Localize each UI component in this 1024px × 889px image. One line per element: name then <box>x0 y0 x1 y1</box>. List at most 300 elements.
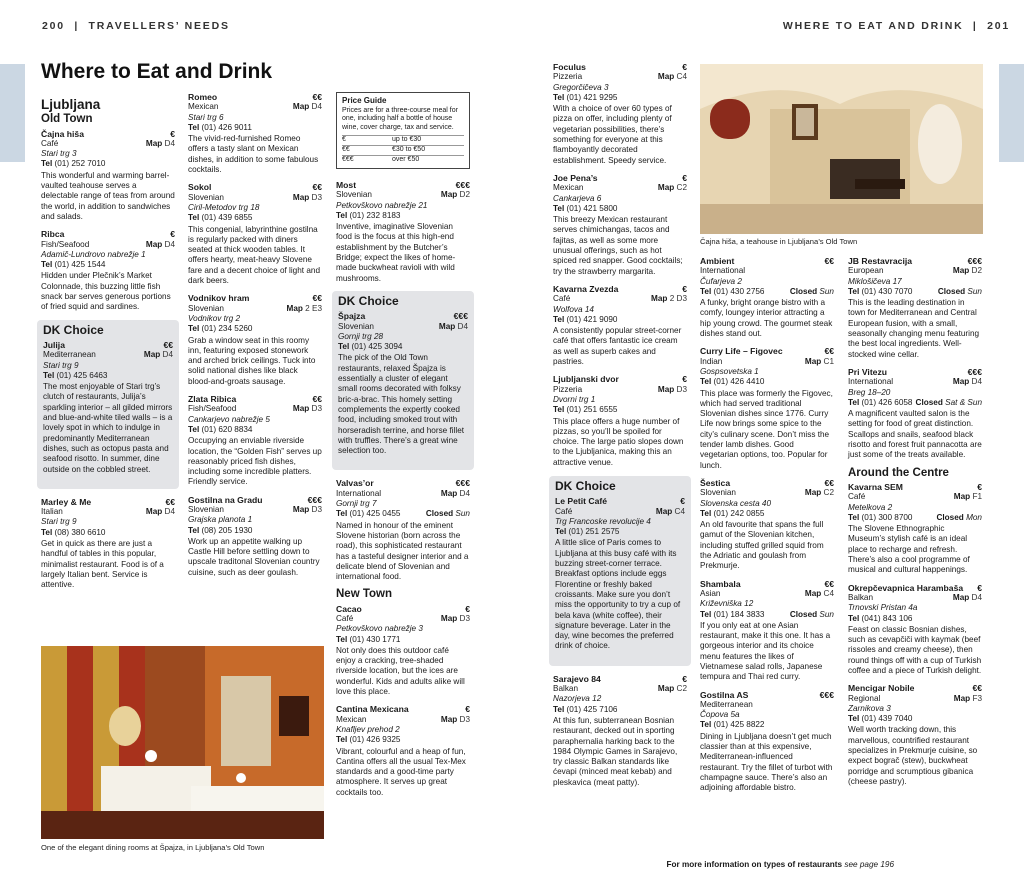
telephone-row <box>700 377 834 387</box>
closed-value: Sun <box>819 286 834 296</box>
tel-number: (01) 251 6555 <box>566 405 618 415</box>
telephone <box>338 342 402 352</box>
restaurant-entry <box>338 311 468 456</box>
telephone-row <box>188 526 322 536</box>
price-guide <box>336 92 470 169</box>
restaurant-description: Dining in Ljubljana doesn’t get much classier than at this expensive, Mediterranean-influenced restaurant. Try the fillet of turbot with champagne sauce. There’s also an adjoining affordable bistro. <box>700 731 833 793</box>
tel-number: (01) 425 0455 <box>349 509 401 519</box>
map-grid: D3 <box>459 714 470 724</box>
restaurant-name-row <box>41 497 175 507</box>
telephone-row <box>41 159 175 169</box>
footer-page-ref: see page 196 <box>844 860 894 869</box>
map-grid: D3 <box>676 384 687 394</box>
restaurant-name-row <box>848 683 982 693</box>
restaurant-name-row <box>700 690 834 700</box>
map-reference: Map C4 <box>655 506 685 516</box>
restaurant-description: Grab a window seat in this roomy inn, featuring exposed stonework and arched brick ceilings. Tuck into solid national dishes like black blood-and-groats sausage. <box>188 335 316 386</box>
tel-label: Tel <box>553 203 567 213</box>
price-band: € <box>682 374 687 385</box>
map-grid: D4 <box>164 138 175 148</box>
restaurant-name: Sokol <box>188 182 212 193</box>
dk-choice-entry <box>43 340 173 475</box>
map-grid: D2 <box>971 266 982 276</box>
restaurant-name-row <box>848 583 982 593</box>
cuisine-type: Pizzeria <box>553 72 583 82</box>
telephone-row <box>700 509 834 519</box>
tel-label: Tel <box>700 508 714 518</box>
tel-label: Tel <box>848 714 862 724</box>
telephone <box>41 528 105 538</box>
entry-list <box>41 497 175 591</box>
tel-label: Tel <box>553 704 567 714</box>
restaurant-entry <box>43 340 173 475</box>
map-grid: 2 D3 <box>669 294 687 304</box>
cuisine-type: Fish/Seafood <box>41 239 90 249</box>
restaurant-address: Čopova 5a <box>700 710 740 720</box>
cuisine-map-row <box>700 266 834 276</box>
restaurant-description: Vibrant, colourful and a heap of fun, Cantina offers all the usual Tex-Mex standards and a good-time party atmosphere. It serves up great cocktails too. <box>336 746 466 797</box>
telephone-row <box>336 735 470 745</box>
cuisine-map-row <box>848 492 982 502</box>
restaurant-name: Shambala <box>700 578 741 589</box>
price-band: € <box>682 172 687 183</box>
restaurant-address: Gornji trg 7 <box>336 499 377 509</box>
restaurant-address: Petkovškovo nabrežje 3 <box>336 624 423 634</box>
restaurant-name-row <box>553 62 687 72</box>
price-band: €€ <box>824 346 834 357</box>
restaurant-name: JB Restavracija <box>848 256 913 266</box>
cuisine-type: Regional <box>848 693 881 703</box>
cuisine-map-row <box>188 404 322 414</box>
closed-days <box>916 398 982 408</box>
telephone <box>336 735 400 745</box>
area-heading-around-centre: Around the Centre <box>848 466 949 479</box>
telephone-row <box>41 528 175 538</box>
restaurant-name-row <box>553 284 687 294</box>
price-band: €€€ <box>455 478 470 489</box>
cuisine-type: International <box>848 377 894 387</box>
dk-choice-box <box>332 291 474 470</box>
cuisine-map-row <box>41 240 175 250</box>
telephone <box>555 527 619 537</box>
entry-list <box>848 256 982 461</box>
restaurant-address: Gregorčičeva 3 <box>553 82 609 92</box>
map-reference: Map D4 <box>145 138 175 148</box>
restaurant-address: Križevniška 12 <box>700 599 754 609</box>
closed-label: Closed <box>789 609 820 619</box>
entry-list <box>553 62 687 468</box>
photo-cajna-hisa <box>700 64 983 234</box>
tel-number: (01) 234 5260 <box>201 324 253 334</box>
restaurant-entry <box>700 256 834 339</box>
city-heading: Ljubljana <box>41 97 101 112</box>
map-reference: Map D3 <box>440 613 470 623</box>
map-grid: C2 <box>676 684 687 694</box>
restaurant-name-row <box>188 495 322 505</box>
cuisine-map-row <box>700 357 834 367</box>
restaurant-name: Cantina Mexicana <box>336 704 409 715</box>
area-heading-old-town: Old Town <box>41 113 93 126</box>
telephone-row <box>848 287 982 297</box>
restaurant-address: Trnovski Pristan 4a <box>848 603 918 613</box>
restaurant-entry <box>188 182 322 286</box>
tel-label: Tel <box>336 210 350 220</box>
price-symbol: € <box>342 136 346 144</box>
price-guide-row <box>342 145 464 155</box>
cuisine-type: Slovenian <box>188 303 224 313</box>
telephone-row <box>700 287 834 297</box>
cuisine-map-row <box>848 694 982 704</box>
price-band: € <box>170 128 175 139</box>
restaurant-description: Named in honour of the eminent Slovene historian (born across the road), this sophisticated restaurant has a tasteful designer interior and a delicate blend of Slovenian and international food. <box>336 520 469 582</box>
map-reference: Map C2 <box>657 684 687 694</box>
restaurant-name-row <box>555 496 685 506</box>
cuisine-type: Italian <box>41 507 63 517</box>
map-grid: D4 <box>164 239 175 249</box>
price-band: €€€ <box>967 366 982 377</box>
dk-choice-entry <box>555 496 685 651</box>
tel-number: (01) 421 5800 <box>566 203 618 213</box>
cuisine-type: Café <box>336 613 354 623</box>
tel-number: (01) 439 6855 <box>201 213 253 223</box>
map-reference: Map D4 <box>952 377 982 387</box>
closed-label: Closed <box>425 509 456 519</box>
restaurant-description: Occupying an enviable riverside location, the “Golden Fish” serves up reasonably priced fish dishes, including some incredible platters. Friendly service. <box>188 436 322 487</box>
restaurant-entry <box>553 62 687 166</box>
restaurant-entry <box>848 482 982 576</box>
map-grid: D3 <box>311 192 322 202</box>
map-grid: D4 <box>971 592 982 602</box>
tel-number: (01) 430 7070 <box>861 286 913 296</box>
restaurant-description: Well worth tracking down, this marvellous, countrified restaurant specializes in Prekmurje cuisine, so expect bograč (stew), buckwheat porridge and scrumptious gibanica (cheese pastry). <box>848 725 978 786</box>
price-band: €€€ <box>819 689 834 700</box>
tel-label: Tel <box>188 213 202 223</box>
restaurant-name: Šestica <box>700 477 731 488</box>
restaurant-entry <box>41 229 175 312</box>
restaurant-description: The pick of the Old Town restaurants, relaxed Špajza is essentially a cluster of elegant small rooms decorated with folksy bric-a-brac. This homely setting complements the expertly cooked food, including smoked trout with horseradish terrine, and horse fillet with truffles. There’s a great wine selection too. <box>338 353 465 456</box>
cuisine-map-row <box>188 505 322 515</box>
map-grid: C2 <box>823 488 834 498</box>
tel-label: Tel <box>336 735 350 745</box>
price-band: € <box>680 496 685 507</box>
restaurant-description: The Slovene Ethnographic Museum’s stylish café is an ideal place to recharge and refresh. There’s also a cool programme of musical and cultural happenings. <box>848 524 970 575</box>
tel-label: Tel <box>553 314 567 324</box>
price-range: over €50 <box>392 155 420 163</box>
restaurant-description: If you only eat at one Asian restaurant, make it this one. It has a gorgeous interior and its choice menu features the likes of Vietnamese salad rolls, Japanese tempura and Thai red curry. <box>700 620 831 682</box>
tel-label: Tel <box>700 377 714 387</box>
price-band: €€ <box>824 477 834 488</box>
price-band: €€ <box>312 394 322 405</box>
tel-label: Tel <box>188 122 202 132</box>
restaurant-name-row <box>188 182 322 192</box>
restaurant-name-row <box>700 579 834 589</box>
map-reference: Map D2 <box>952 266 982 276</box>
restaurant-name: Okrepčevapnica Harambaša <box>848 582 964 593</box>
restaurant-entry <box>188 394 322 488</box>
right-section-title: WHERE TO EAT AND DRINK <box>782 20 964 32</box>
cuisine-map-row <box>43 350 173 360</box>
restaurant-entry <box>336 604 470 698</box>
dk-choice-heading: DK Choice <box>555 478 616 493</box>
price-band: €€€ <box>967 256 982 266</box>
restaurant-entry <box>336 180 470 284</box>
tel-label: Tel <box>555 527 569 537</box>
cuisine-map-row <box>848 377 982 387</box>
restaurant-address: Dvorni trg 1 <box>553 394 596 404</box>
restaurant-description: An old favourite that spans the full gamut of the Slovenian kitchen, including stuffed grilled squid from the Adriatic and goulash from Prekmurje. <box>700 520 824 571</box>
cuisine-map-row <box>555 507 685 517</box>
cuisine-map-row <box>336 190 470 200</box>
telephone-row <box>43 371 173 381</box>
telephone <box>700 720 764 730</box>
restaurant-name-row <box>336 478 470 488</box>
column-1 <box>41 97 175 597</box>
price-band: €€ <box>163 339 173 350</box>
map-grid: D4 <box>162 350 173 360</box>
restaurant-description: The vivid-red-furnished Romeo offers a tasty slant on Mexican dishes, in addition to some fabulous cocktails. <box>188 134 319 175</box>
area-heading-new-town: New Town <box>336 588 393 601</box>
restaurant-name-row <box>700 478 834 488</box>
cuisine-map-row <box>700 589 834 599</box>
cuisine-type: Balkan <box>848 592 874 602</box>
map-reference: Map D4 <box>292 102 322 112</box>
footer-text: For more information on types of restaurants <box>666 860 843 869</box>
restaurant-description: Get in quick as there are just a handful of tables in this popular, minimalist restaurant. Food is of a largely Italian bent. Service is attentive. <box>41 538 164 590</box>
entry-list <box>553 674 687 788</box>
restaurant-name: Joe Pena’s <box>553 172 598 183</box>
dk-choice-box <box>549 476 691 666</box>
price-band: € <box>977 481 982 492</box>
price-band: € <box>170 229 175 240</box>
left-running-header: 200 | TRAVELLERS’ NEEDS <box>42 20 230 32</box>
closed-days <box>938 287 982 297</box>
restaurant-description: With a choice of over 60 types of pizza on offer, including plenty of vegetarian possibilities, there’s something for everyone at this flamboyantly decorated establishment. Speedy service. <box>553 104 672 165</box>
map-grid: C4 <box>676 72 687 82</box>
restaurant-entry <box>336 478 470 582</box>
cuisine-map-row <box>188 193 322 203</box>
closed-value: Sun <box>819 609 834 619</box>
map-reference: Map D2 <box>440 190 470 200</box>
map-grid: C2 <box>676 183 687 193</box>
left-edge-tab <box>0 64 25 162</box>
tel-number: (01) 439 7040 <box>861 714 913 724</box>
cuisine-map-row <box>41 507 175 517</box>
column-3 <box>336 180 470 805</box>
restaurant-description: This breezy Mexican restaurant serves chimichangas, tacos and fajitas, as well as some more unusual offerings, such as hot spiced red snapper. Good cocktails; try the strawberry margarita. <box>553 215 683 276</box>
cuisine-type: European <box>848 266 884 276</box>
closed-days <box>790 287 834 297</box>
cuisine-map-row <box>700 700 834 710</box>
telephone <box>188 213 252 223</box>
map-reference: Map D4 <box>438 321 468 331</box>
restaurant-name: Ribca <box>41 229 65 240</box>
telephone <box>553 705 617 715</box>
restaurant-description: A magnificent vaulted salon is the setting for food of great distinction. Scallops and snails, seafood black risotto and forest fruit pannacotta are just some of the treats available. <box>848 409 982 460</box>
restaurant-entry <box>700 478 834 572</box>
restaurant-address: Stari trg 9 <box>41 517 77 527</box>
restaurant-name: Vodnikov hram <box>188 293 250 304</box>
map-reference: Map C2 <box>804 488 834 498</box>
restaurant-address: Trg Francoske revolucije 4 <box>555 516 651 526</box>
tel-number: (08) 205 1930 <box>201 525 253 535</box>
telephone-row <box>848 714 982 724</box>
map-grid: D4 <box>164 507 175 517</box>
cuisine-type: Slovenian <box>700 488 736 498</box>
tel-number: (01) 430 1771 <box>349 634 401 644</box>
tel-number: (01) 421 9295 <box>566 92 618 102</box>
closed-label: Closed <box>937 286 968 296</box>
cuisine-type: Pizzeria <box>553 384 583 394</box>
closed-days <box>790 610 834 620</box>
telephone <box>700 287 764 297</box>
restaurant-entry <box>553 374 687 468</box>
tel-number: (01) 421 9090 <box>566 314 618 324</box>
restaurant-address: Metelkova 2 <box>848 502 893 512</box>
telephone <box>848 287 912 297</box>
tel-label: Tel <box>700 286 714 296</box>
restaurant-name: Marley & Me <box>41 496 92 507</box>
tel-label: Tel <box>41 527 55 537</box>
cuisine-map-row <box>553 294 687 304</box>
tel-number: (01) 426 9325 <box>349 735 401 745</box>
restaurant-address: Slovenska cesta 40 <box>700 498 772 508</box>
restaurant-name: Kavarna Zvezda <box>553 283 619 294</box>
tel-label: Tel <box>43 370 57 380</box>
page-title: Where to Eat and Drink <box>41 60 273 83</box>
restaurant-name-row <box>848 256 982 266</box>
cuisine-type: Mexican <box>553 183 584 193</box>
map-grid: D4 <box>459 488 470 498</box>
restaurant-entry <box>41 497 175 591</box>
map-grid: F1 <box>972 492 982 502</box>
restaurant-name: Gostilna AS <box>700 689 749 700</box>
telephone-row <box>188 425 322 435</box>
telephone <box>336 509 400 519</box>
column-5 <box>700 256 834 801</box>
map-grid: F3 <box>972 693 982 703</box>
restaurant-name-row <box>188 92 322 102</box>
restaurant-description: Feast on classic Bosnian dishes, such as cevapčiči with kaymak (beef rissoles and creamy cheese), then round things off with a cup of Turkish coffee and a piece of Turkish delight. <box>848 624 982 675</box>
cuisine-type: Asian <box>700 588 721 598</box>
photo-spajza-dining-room <box>41 646 324 839</box>
tel-number: (01) 252 7010 <box>54 159 106 169</box>
cuisine-type: Fish/Seafood <box>188 404 237 414</box>
tel-label: Tel <box>553 92 567 102</box>
restaurant-entry <box>336 704 470 798</box>
telephone <box>848 714 912 724</box>
price-guide-title: Price Guide <box>342 96 387 105</box>
restaurant-description: This place offers a huge number of pizzas, so you’ll be spoiled for choice. The large patio slopes down to the Ljubljanica, making this an attractive venue. <box>553 416 684 467</box>
tel-label: Tel <box>700 609 714 619</box>
telephone <box>848 513 912 523</box>
price-band: €€€ <box>307 494 322 505</box>
restaurant-description: A consistently popular street-corner café that offers fantastic ice cream as well as superb cakes and pastries. <box>553 326 682 367</box>
restaurant-description: This is the leading destination in town for Mediterranean and Central European fusion, with a small, seasonally changing menu featuring the best local ingredients. Well-stocked wine cellar. <box>848 298 980 359</box>
restaurant-address: Nazorjeva 12 <box>553 694 602 704</box>
map-reference: Map C4 <box>804 588 834 598</box>
cuisine-type: Mexican <box>336 714 367 724</box>
telephone-row <box>553 93 687 103</box>
map-reference: Map D3 <box>440 714 470 724</box>
cuisine-map-row <box>336 614 470 624</box>
closed-value: Sat & Sun <box>945 397 982 407</box>
cuisine-type: Mediterranean <box>43 350 96 360</box>
price-band: € <box>682 62 687 72</box>
restaurant-name-row <box>188 394 322 404</box>
restaurant-entry <box>700 690 834 794</box>
telephone <box>41 159 105 169</box>
restaurant-entry <box>553 674 687 788</box>
restaurant-address: Zarnikova 3 <box>848 703 891 713</box>
cuisine-type: Slovenian <box>188 192 224 202</box>
tel-number: (041) 843 106 <box>861 613 913 623</box>
tel-number: (01) 426 4410 <box>713 377 765 387</box>
tel-label: Tel <box>700 720 714 730</box>
restaurant-name: Cacao <box>336 603 362 614</box>
restaurant-entry <box>553 173 687 277</box>
price-band: € <box>682 283 687 294</box>
restaurant-entry <box>188 495 322 578</box>
price-symbol: €€ <box>342 145 350 153</box>
tel-number: (01) 300 8700 <box>861 512 913 522</box>
restaurant-name-row <box>188 293 322 303</box>
tel-label: Tel <box>188 324 202 334</box>
right-running-header: WHERE TO EAT AND DRINK | 201 <box>782 20 1010 32</box>
restaurant-name-row <box>700 346 834 356</box>
page-footer <box>666 860 894 869</box>
column-2 <box>188 92 322 585</box>
restaurant-description: This wonderful and warming barrel-vaulted teahouse serves a delectable range of teas from around the world, in addition to sandwiches and salads. <box>41 170 175 221</box>
left-page-number: 200 <box>42 20 65 32</box>
cuisine-map-row <box>848 266 982 276</box>
tel-number: (01) 620 8834 <box>201 424 253 434</box>
closed-value: Sun <box>967 286 982 296</box>
photo-caption-right: Čajna hiša, a teahouse in Ljubljana’s Old Town <box>700 237 858 246</box>
map-reference: Map F3 <box>953 693 982 703</box>
column-4 <box>553 62 687 795</box>
restaurant-name-row <box>338 311 468 321</box>
tel-label: Tel <box>553 405 567 415</box>
teahouse-illustration <box>700 64 983 234</box>
tel-label: Tel <box>188 525 202 535</box>
restaurant-entry <box>188 92 322 175</box>
price-band: € <box>465 704 470 715</box>
telephone-row <box>553 315 687 325</box>
price-band: €€ <box>312 293 322 304</box>
tel-label: Tel <box>848 613 862 623</box>
restaurant-name-row <box>336 704 470 714</box>
restaurant-address: Knafljev prehod 2 <box>336 724 400 734</box>
map-reference: Map D3 <box>292 404 322 414</box>
cuisine-map-row <box>553 684 687 694</box>
telephone <box>188 526 252 536</box>
tel-number: (01) 425 8822 <box>713 720 765 730</box>
telephone <box>553 405 617 415</box>
restaurant-name: Foculus <box>553 62 586 72</box>
restaurant-description: The most enjoyable of Stari trg’s clutch of restaurants, Julija’s sparkling interior – all gilded mirrors and blue-and-white tiled walls – is a lovely spot in which to indulge in predominantly Mediterranean dishes, such as octopus pasta and seafood risotto. In summer, dine outside on the cobbled street. <box>43 382 173 474</box>
telephone-row <box>700 610 834 620</box>
cuisine-type: Slovenian <box>336 190 372 200</box>
left-section-title: TRAVELLERS’ NEEDS <box>88 20 230 32</box>
tel-number: (01) 425 6463 <box>56 370 108 380</box>
map-grid: C4 <box>823 588 834 598</box>
telephone-row <box>555 527 685 537</box>
telephone <box>700 610 764 620</box>
tel-label: Tel <box>338 342 352 352</box>
tel-number: (01) 425 1544 <box>54 260 106 270</box>
price-symbol: €€€ <box>342 155 354 163</box>
dk-choice-heading: DK Choice <box>338 293 399 308</box>
